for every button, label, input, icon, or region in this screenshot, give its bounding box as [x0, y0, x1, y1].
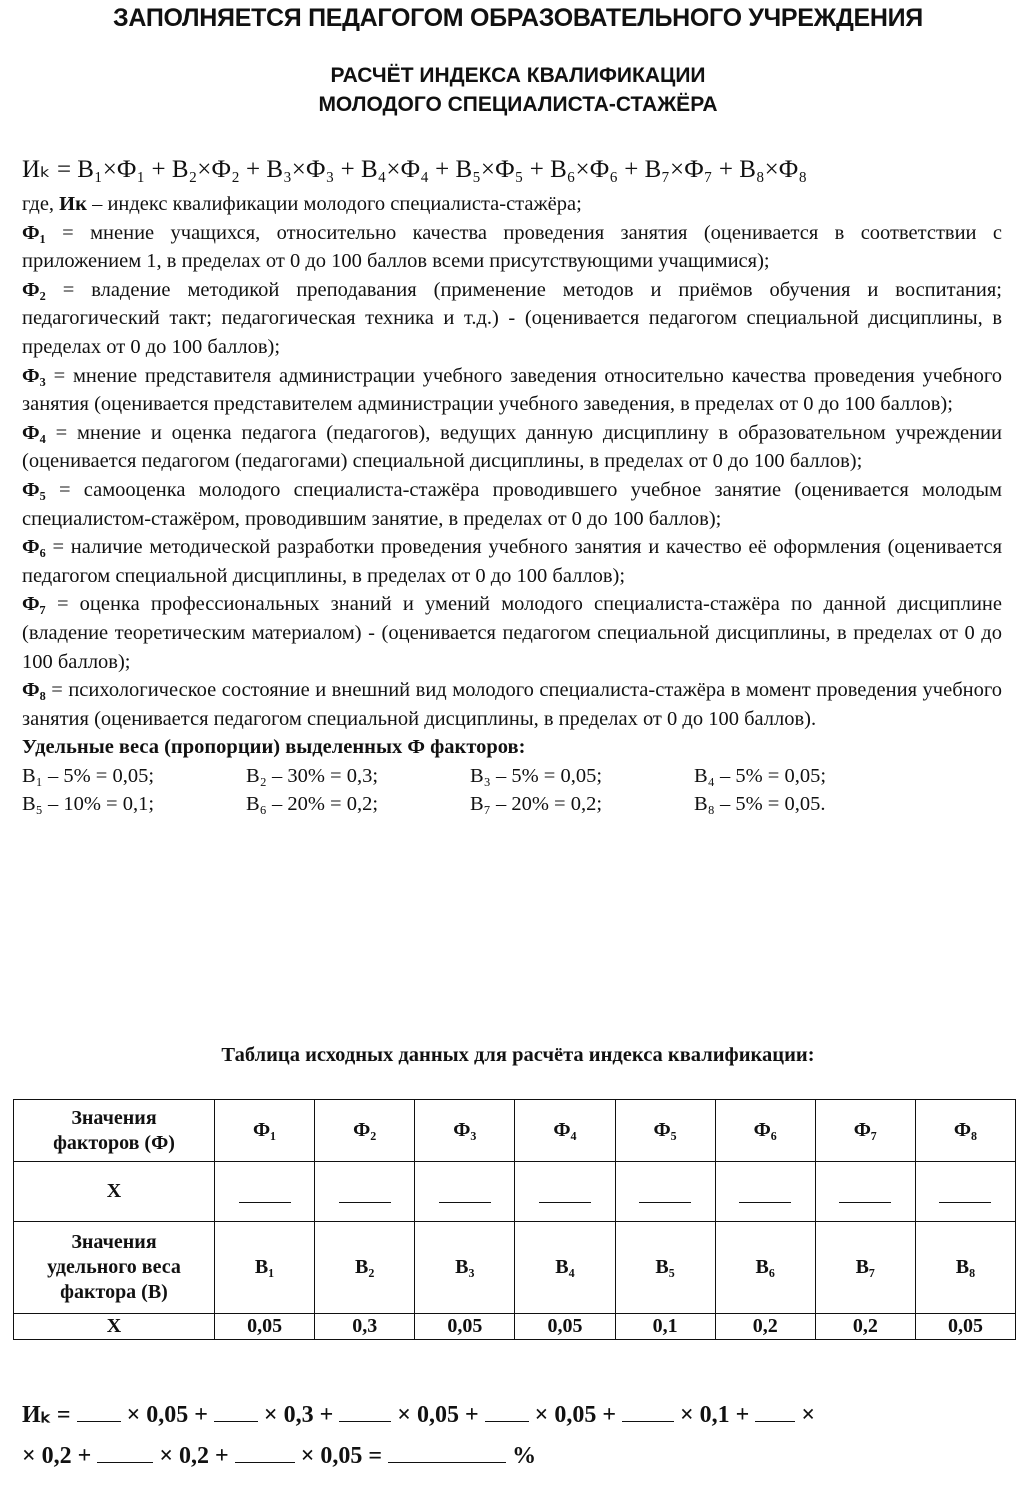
factor-term: Ф₇: [22, 593, 46, 616]
weight-col-3: В₃: [415, 1222, 515, 1314]
weight-item: В₃ – 5% = 0,05;: [470, 764, 603, 787]
factor-text: = психологическое состояние и внешний вид молодого специалиста-стажёра в момент проведения учебного занятия (оценивается педагогом специальной дисциплины, в пределах от 0 до 100 баллов).: [22, 679, 1002, 730]
x-label-cell: X: [14, 1314, 215, 1340]
weight-item: В₈ – 5% = 0,05.: [694, 793, 826, 816]
calc-term: × 0,2 +: [159, 1443, 229, 1469]
header-text: Значения: [71, 1231, 157, 1253]
weight-value: 0,2: [815, 1314, 915, 1340]
factor-value-blank[interactable]: [615, 1162, 715, 1222]
weight-col-8: В₈: [915, 1222, 1015, 1314]
subtitle-line-1: РАСЧЁТ ИНДЕКСА КВАЛИФИКАЦИИ: [330, 64, 706, 87]
intro-text: – индекс квалификации молодого специалиста-стажёра;: [86, 193, 582, 215]
factor-definition-2: [22, 276, 1002, 362]
factor-text: = владение методикой преподавания (применение методов и приёмов обучения и воспитания; педагогический такт; педагогическая техника и т.д.) - (оценивается педагогом специальной дисциплины, в пределах от 0 до 100 баллов);: [22, 278, 1002, 358]
calc-lhs: Иₖ =: [22, 1402, 71, 1428]
calculation-line-2: [22, 1442, 1012, 1470]
factor-col-3: Ф₃: [415, 1100, 515, 1162]
weight-item: В₇ – 20% = 0,2;: [470, 793, 603, 816]
subtitle-line-2: МОЛОДОГО СПЕЦИАЛИСТА-СТАЖЁРА: [318, 93, 718, 116]
factor-value-blank[interactable]: [515, 1162, 615, 1222]
factor-definition-5: [22, 476, 1002, 533]
header-text: удельного веса: [47, 1256, 181, 1278]
factor-definition-4: [22, 419, 1002, 476]
factor-col-6: Ф₆: [715, 1100, 815, 1162]
table-row-factor-values: [14, 1162, 1016, 1222]
factor-value-blank[interactable]: [815, 1162, 915, 1222]
intro-term: Ик: [59, 193, 87, 215]
factor-col-7: Ф₇: [815, 1100, 915, 1162]
input-data-table: [13, 1099, 1016, 1340]
weight-item: В₄ – 5% = 0,05;: [694, 764, 827, 787]
intro-prefix: где,: [22, 193, 60, 215]
calc-term: ×: [801, 1402, 816, 1428]
factor-definition-8: [22, 676, 1002, 733]
weight-header-cell: [14, 1222, 215, 1314]
factor-text: = самооценка молодого специалиста-стажёра проводившего учебное занятие (оценивается молодым специалистом-стажёром, проводившим занятие, в пределах от 0 до 100 баллов);: [22, 478, 1002, 530]
factor-value-blank[interactable]: [715, 1162, 815, 1222]
weight-col-4: В₄: [515, 1222, 615, 1314]
intro-line: [22, 190, 1002, 219]
weight-col-2: В₂: [315, 1222, 415, 1314]
calc-term: × 0,2 +: [22, 1443, 92, 1469]
factor-definition-1: [22, 219, 1002, 276]
weight-item: В₆ – 20% = 0,2;: [246, 793, 379, 816]
calc-blank[interactable]: [755, 1401, 795, 1422]
factor-col-2: Ф₂: [315, 1100, 415, 1162]
factor-definition-7: [22, 590, 1002, 676]
weight-value: 0,05: [215, 1314, 315, 1340]
calc-blank[interactable]: [622, 1401, 674, 1422]
weight-col-6: В₆: [715, 1222, 815, 1314]
header-text: факторов (Ф): [53, 1131, 175, 1154]
calc-term: × 0,1 +: [680, 1402, 750, 1428]
weight-value: 0,05: [915, 1314, 1015, 1340]
calc-term: × 0,3 +: [263, 1402, 334, 1428]
factor-term: Ф₄: [22, 421, 46, 444]
weights-row-2: [22, 790, 922, 819]
factor-text: = наличие методической разработки проведения учебного занятия и качество её оформления (оценивается педагогом специальной дисциплины, в пределах от 0 до 100 баллов);: [22, 536, 1002, 587]
factor-definition-3: [22, 362, 1002, 419]
calc-blank[interactable]: [339, 1401, 391, 1422]
factor-text: = мнение учащихся, относительно качества проведения занятия (оценивается в соответствии с приложением 1, в пределах от 0 до 100 баллов всеми присутствующими учащимися);: [22, 221, 1002, 273]
weight-col-5: В₅: [615, 1222, 715, 1314]
calc-term: × 0,05 +: [534, 1402, 616, 1428]
factor-col-4: Ф₄: [515, 1100, 615, 1162]
table-row-weights: [14, 1222, 1016, 1314]
factor-col-1: Ф₁: [215, 1100, 315, 1162]
factor-term: Ф₈: [22, 679, 46, 702]
weight-col-1: В₁: [215, 1222, 315, 1314]
calc-blank[interactable]: [235, 1442, 295, 1463]
calc-percent: %: [512, 1443, 537, 1469]
table-caption: Таблица исходных данных для расчёта индекса квалификации:: [221, 1044, 815, 1066]
weight-value: 0,3: [315, 1314, 415, 1340]
factor-definition-6: [22, 533, 1002, 590]
factor-term: Ф₃: [22, 364, 46, 387]
weight-value: 0,05: [415, 1314, 515, 1340]
calc-result-blank[interactable]: [388, 1442, 506, 1463]
factor-col-8: Ф₈: [915, 1100, 1015, 1162]
factor-text: = мнение и оценка педагога (педагогов), ведущих данную дисциплину в образовательном учреждении (оценивается педагогом (педагогами) специальной дисциплины, в пределах от 0 до 100 баллов);: [22, 421, 1002, 473]
factor-value-blank[interactable]: [415, 1162, 515, 1222]
calc-blank[interactable]: [77, 1401, 121, 1422]
factor-text: = мнение представителя администрации учебного заведения относительно качества проведения учебного занятия (оценивается представителем администрации учебного заведения, в пределах от 0 до 100 баллов);: [22, 364, 1002, 416]
factor-col-5: Ф₅: [615, 1100, 715, 1162]
header-text: фактора (В): [60, 1281, 168, 1303]
header-text: Значения: [71, 1106, 157, 1129]
factor-value-blank[interactable]: [915, 1162, 1015, 1222]
factor-text: = оценка профессиональных знаний и умений молодого специалиста-стажёра по данной дисциплине (владение теоретическим материалом) - (оценивается педагогом специальной дисциплины, в пределах от 0 до 100 баллов);: [22, 593, 1002, 673]
table-row-weight-values: [14, 1314, 1016, 1340]
page-title: ЗАПОЛНЯЕТСЯ ПЕДАГОГОМ ОБРАЗОВАТЕЛЬНОГО УЧРЕЖДЕНИЯ: [113, 4, 923, 32]
x-label-cell: X: [14, 1162, 215, 1222]
weight-col-7: В₇: [815, 1222, 915, 1314]
weight-value: 0,2: [715, 1314, 815, 1340]
calculation-line-1: [22, 1400, 1012, 1429]
definitions-block: [22, 190, 1002, 819]
factor-term: Ф₆: [22, 536, 46, 559]
calc-blank[interactable]: [97, 1442, 153, 1463]
weight-item: В₅ – 10% = 0,1;: [22, 793, 155, 816]
factor-term: Ф₂: [22, 278, 46, 301]
factor-value-blank[interactable]: [315, 1162, 415, 1222]
weight-value: 0,1: [615, 1314, 715, 1340]
weights-title: Удельные веса (пропорции) выделенных Ф факторов:: [22, 736, 526, 759]
calc-term: × 0,05 +: [397, 1402, 479, 1428]
weight-item: В₁ – 5% = 0,05;: [22, 764, 155, 787]
weight-item: В₂ – 30% = 0,3;: [246, 764, 379, 787]
factor-term: Ф₁: [22, 221, 46, 244]
calc-term: × 0,05 =: [300, 1443, 383, 1469]
factor-header-cell: [14, 1100, 215, 1162]
weights-row-1: [22, 762, 922, 791]
calc-blank[interactable]: [485, 1401, 529, 1422]
table-row-factors: [14, 1100, 1016, 1162]
factor-term: Ф₅: [22, 478, 46, 501]
weight-value: 0,05: [515, 1314, 615, 1340]
calc-blank[interactable]: [214, 1401, 258, 1422]
index-formula: Иₖ = В₁×Ф₁ + В₂×Ф₂ + В₃×Ф₃ + В₄×Ф₄ + В₅×Ф₅ + В₆×Ф₆ + В₇×Ф₇ + В₈×Ф₈: [22, 156, 808, 183]
calc-term: × 0,05 +: [126, 1402, 208, 1428]
factor-value-blank[interactable]: [215, 1162, 315, 1222]
